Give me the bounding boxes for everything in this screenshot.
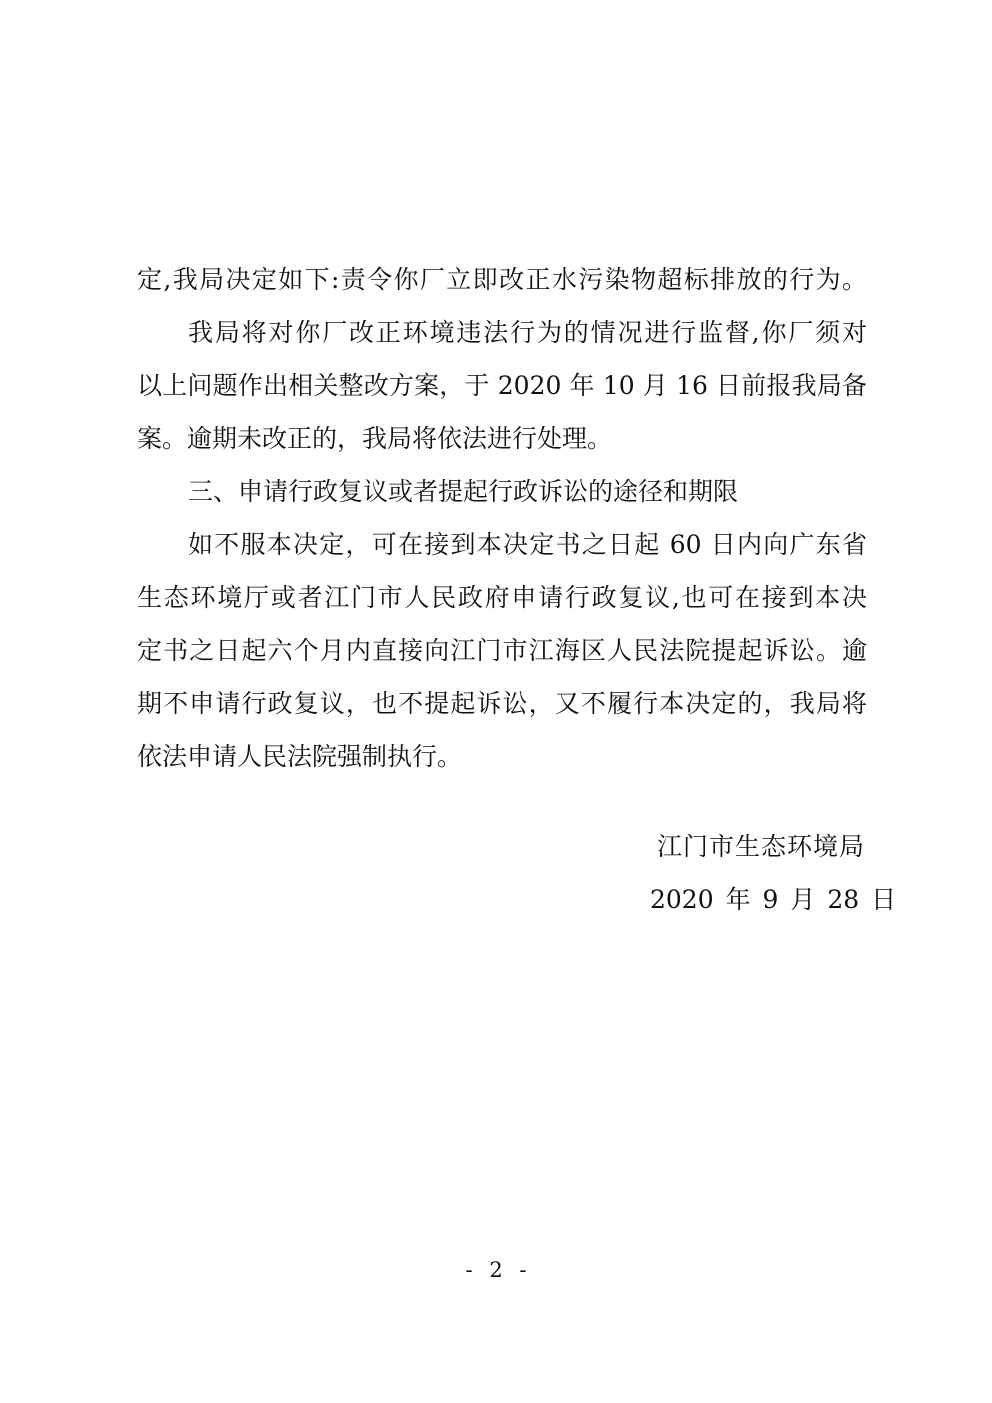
- section-heading-appeal: 三、申请行政复议或者提起行政诉讼的途径和期限: [188, 477, 739, 506]
- paragraph-line-supervision: 我局将对你厂改正环境违法行为的情况进行监督,你厂须对: [188, 318, 867, 347]
- signature-date: 2020 年 9 月 28 日: [650, 885, 897, 914]
- paragraph-line-supervision-end: 案。逾期未改正的，我局将依法进行处理。: [137, 424, 613, 453]
- signature-organization: 江门市生态环境局: [657, 832, 866, 861]
- page-number: - 2 -: [465, 1258, 527, 1282]
- paragraph-line-supervision-cont: 以上问题作出相关整改方案，于 2020 年 10 月 16 日前报我局备: [137, 371, 867, 400]
- paragraph-line-appeal: 如不服本决定，可在接到本决定书之日起 60 日内向广东省: [188, 530, 867, 559]
- paragraph-line-appeal-cont-1: 生态环境厅或者江门市人民政府申请行政复议,也可在接到本决: [137, 583, 867, 612]
- paragraph-line-appeal-cont-2: 定书之日起六个月内直接向江门市江海区人民法院提起诉讼。逾: [137, 636, 867, 665]
- paragraph-line-appeal-end: 依法申请人民法院强制执行。: [137, 742, 463, 771]
- paragraph-line-appeal-cont-3: 期不申请行政复议，也不提起诉讼，又不履行本决定的，我局将: [137, 689, 867, 718]
- paragraph-line-decision: 定,我局决定如下:责令你厂立即改正水污染物超标排放的行为。: [137, 265, 867, 294]
